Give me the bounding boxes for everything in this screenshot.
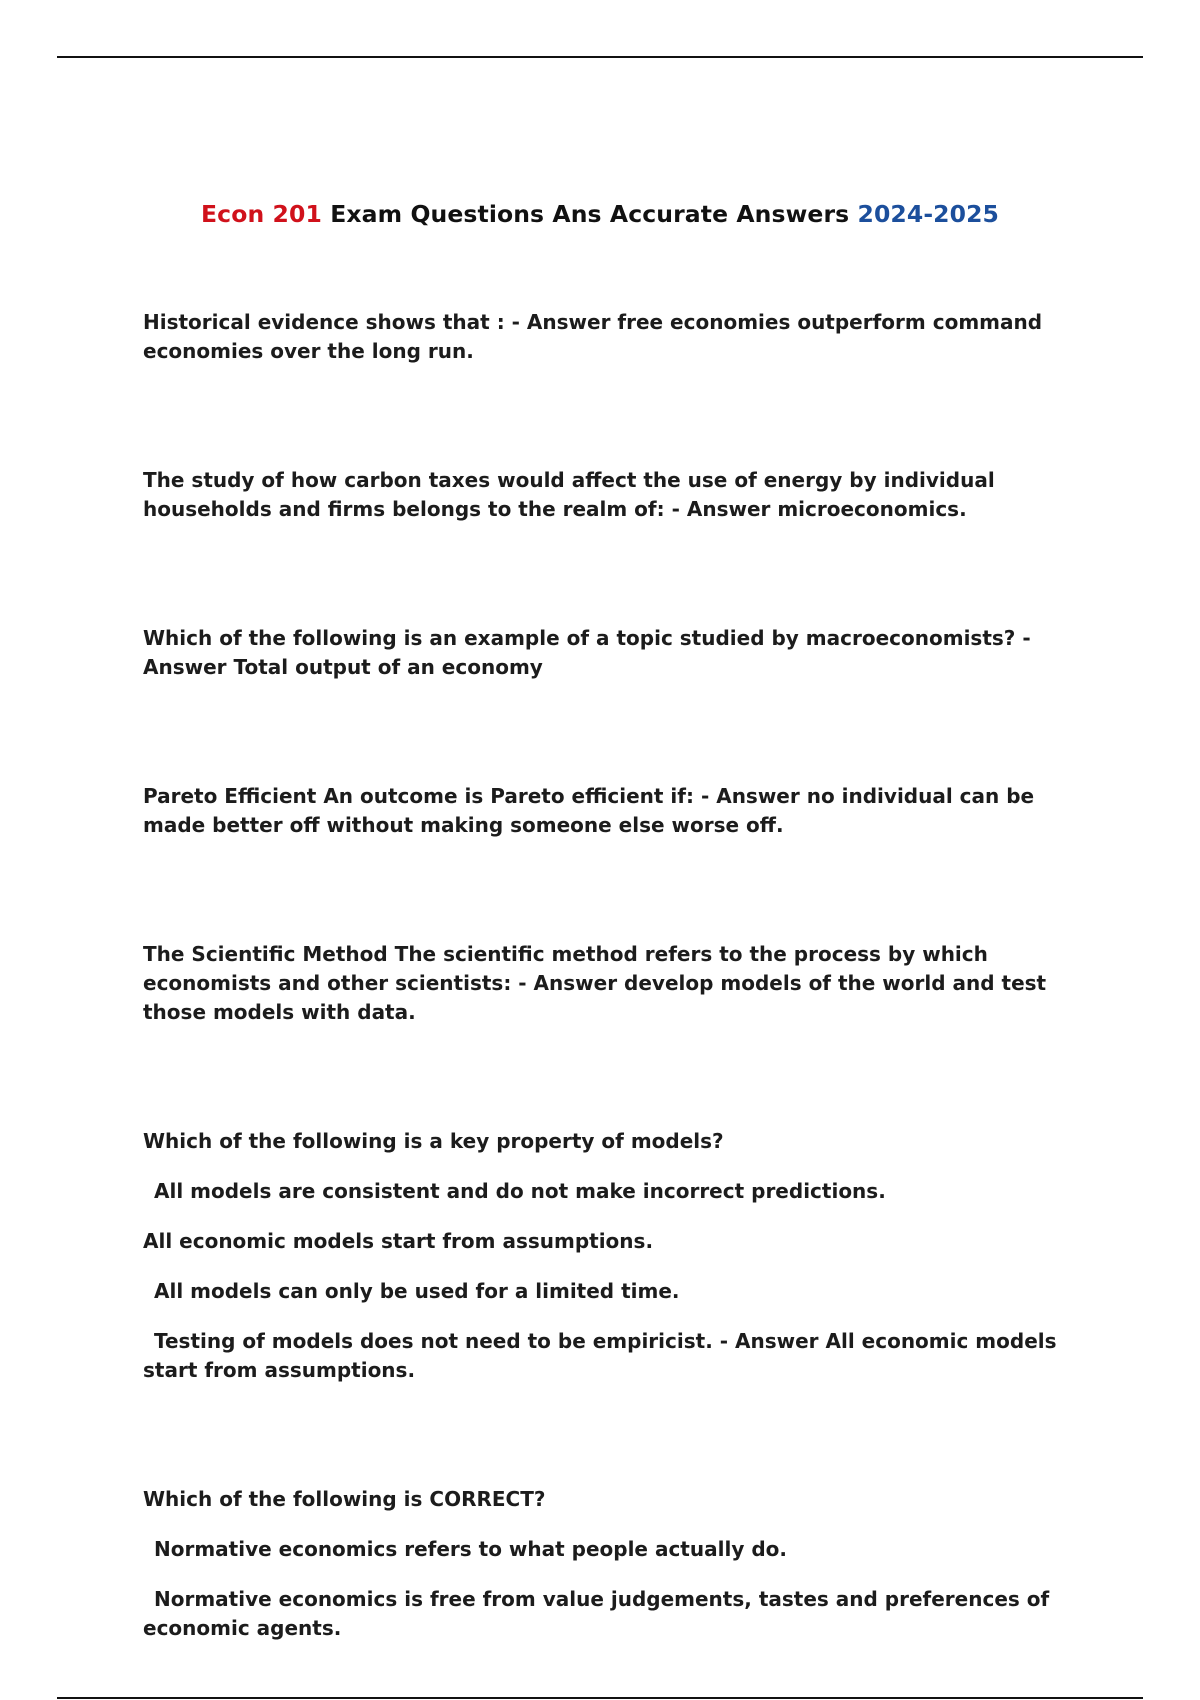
q6-question: Which of the following is a key property of models? <box>143 1129 724 1153</box>
q6-option-4-text: Testing of models does not need to be empiricist. - Answer All economic models start from assumptions. <box>143 1329 1057 1382</box>
q7-option-2-text: Normative economics is free from value judgements, tastes and preferences of economic agents. <box>143 1587 1050 1640</box>
qa-item-4: Pareto Efficient An outcome is Pareto efficient if: - Answer no individual can be made better off without making someone else worse off. <box>143 784 1035 837</box>
document-title <box>0 200 1200 228</box>
title-course: Econ 201 <box>201 200 322 228</box>
q6-option-1: All models are consistent and do not make incorrect predictions. <box>154 1179 886 1203</box>
q6-option-3: All models can only be used for a limited time. <box>154 1279 680 1303</box>
q6-option-4-answer <box>143 1327 1083 1385</box>
q6-option-2: All economic models start from assumptions. <box>143 1229 654 1253</box>
title-main: Exam Questions Ans Accurate Answers <box>330 200 850 228</box>
qa-item-2: The study of how carbon taxes would affect the use of energy by individual households and firms belongs to the realm of: - Answer microeconomics. <box>143 468 995 521</box>
qa-item-3: Which of the following is an example of a topic studied by macroeconomists? - Answer Total output of an economy <box>143 626 1031 679</box>
qa-item-1: Historical evidence shows that : - Answer free economies outperform command economies over the long run. <box>143 310 1043 363</box>
bottom-rule <box>57 1697 1143 1699</box>
q7-option-2 <box>143 1585 1083 1643</box>
title-year: 2024-2025 <box>857 200 999 228</box>
top-rule <box>57 56 1143 58</box>
q7-question: Which of the following is CORRECT? <box>143 1487 546 1511</box>
q7-option-1: Normative economics refers to what people actually do. <box>154 1537 787 1561</box>
qa-content <box>143 308 1083 1643</box>
qa-item-5: The Scientific Method The scientific method refers to the process by which economists and other scientists: - Answer develop models of the world and test those models with data. <box>143 942 1047 1024</box>
